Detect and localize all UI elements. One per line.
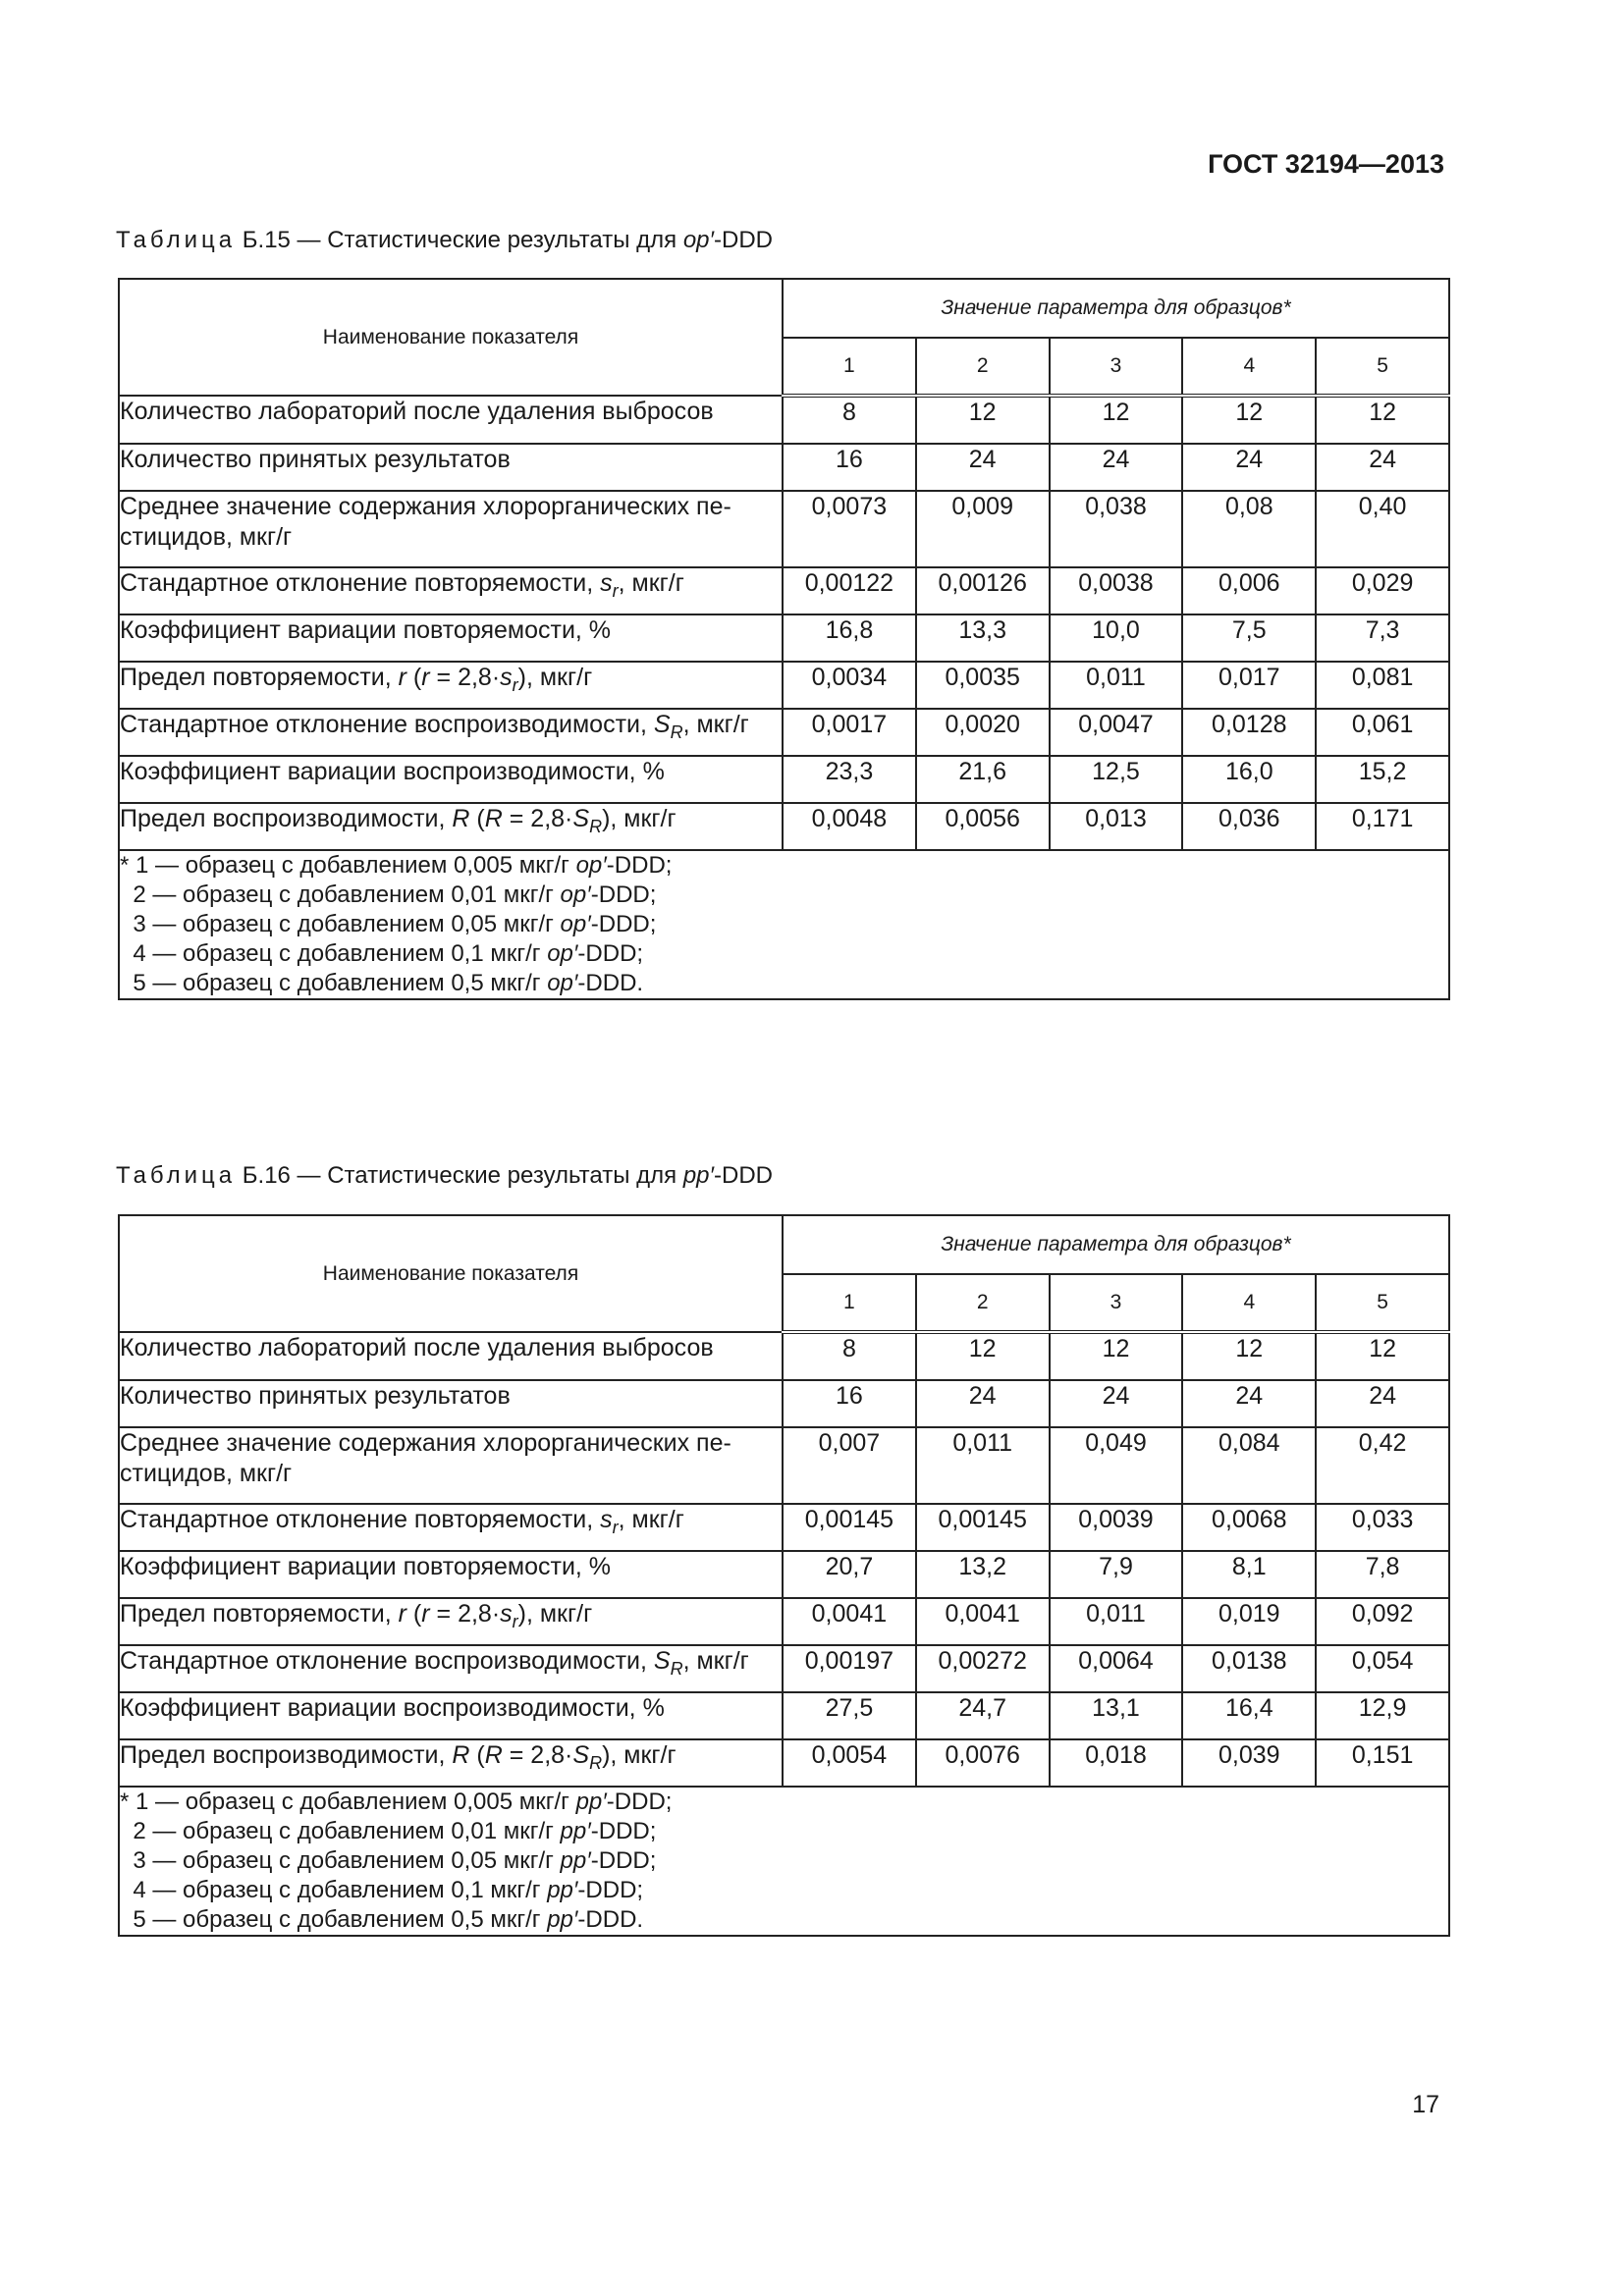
value-cell: 0,00272 (916, 1645, 1050, 1692)
value-cell: 12 (1316, 396, 1449, 444)
value-cell: 12,9 (1316, 1692, 1449, 1739)
value-cell: 0,0041 (783, 1598, 916, 1645)
header-sample-number: 5 (1316, 1274, 1449, 1332)
value-cell: 12 (1050, 1332, 1183, 1380)
statistics-table (118, 1214, 1450, 1937)
value-cell: 0,00122 (783, 567, 916, 614)
value-cell: 0,011 (916, 1427, 1050, 1504)
header-sample-values: Значение параметра для образцов* (783, 279, 1449, 338)
value-cell: 16,8 (783, 614, 916, 662)
indicator-name: Предел воспроизводимости, R $(R = 2,8\cdot S_R)$, мкг/г (119, 1739, 783, 1787)
table-row (119, 1692, 1449, 1739)
indicator-name: Среднее значение содержания хлорорганических пе- стицидов, мкг/г (119, 491, 783, 567)
indicator-name: Коэффициент вариации повторяемости, % (119, 614, 783, 662)
value-cell: 0,0020 (916, 709, 1050, 756)
table-footnote (119, 850, 1449, 999)
indicator-name: Коэффициент вариации воспроизводимости, % (119, 1692, 783, 1739)
indicator-name: Предел повторяемости, r $(r = 2,8\cdot s_r)$, мкг/г (119, 662, 783, 709)
value-cell: 0,006 (1182, 567, 1316, 614)
table-caption (116, 227, 773, 254)
value-cell: 0,061 (1316, 709, 1449, 756)
value-cell: 13,3 (916, 614, 1050, 662)
footnote-line: 4 — образец с добавлением 0,1 мкг/г pp′-DDD; (120, 1877, 644, 1903)
footnote-line: * 1 — образец с добавлением 0,005 мкг/г pp′-DDD; (120, 1789, 673, 1815)
value-cell: 0,151 (1316, 1739, 1449, 1787)
value-cell: 0,00126 (916, 567, 1050, 614)
value-cell: 24 (1316, 444, 1449, 491)
footnote-line: 5 — образец с добавлением 0,5 мкг/г pp′-DDD. (120, 1906, 644, 1933)
value-cell: 0,054 (1316, 1645, 1449, 1692)
caption-word: Таблица (116, 227, 237, 253)
header-sample-number: 4 (1182, 1274, 1316, 1332)
value-cell: 0,092 (1316, 1598, 1449, 1645)
value-cell: 0,00145 (783, 1504, 916, 1551)
value-cell: 12 (1182, 396, 1316, 444)
value-cell: 0,40 (1316, 491, 1449, 567)
value-cell: 12 (1316, 1332, 1449, 1380)
caption-text: Б.15 — Статистические результаты для (236, 227, 683, 253)
value-cell: 0,0128 (1182, 709, 1316, 756)
value-cell: 0,0054 (783, 1739, 916, 1787)
value-cell: 27,5 (783, 1692, 916, 1739)
value-cell: 0,013 (1050, 803, 1183, 850)
footnote-line: 2 — образец с добавлением 0,01 мкг/г op′-DDD; (120, 881, 657, 908)
table-row (119, 444, 1449, 491)
caption-tail: -DDD (714, 227, 774, 253)
value-cell: 0,171 (1316, 803, 1449, 850)
value-cell: 0,011 (1050, 1598, 1183, 1645)
value-cell: 8 (783, 396, 916, 444)
table-row (119, 756, 1449, 803)
value-cell: 24 (1182, 444, 1316, 491)
value-cell: 0,007 (783, 1427, 916, 1504)
document-code: ГОСТ 32194—2013 (1208, 149, 1444, 179)
value-cell: 0,0035 (916, 662, 1050, 709)
table-row (119, 1645, 1449, 1692)
table-row (119, 396, 1449, 444)
indicator-name: Предел воспроизводимости, R $(R = 2,8\cdot S_R)$, мкг/г (119, 803, 783, 850)
value-cell: 0,0041 (916, 1598, 1050, 1645)
caption-isomer: pp′ (682, 1162, 715, 1189)
value-cell: 24 (1182, 1380, 1316, 1427)
value-cell: 0,009 (916, 491, 1050, 567)
caption-text: Б.16 — Статистические результаты для (236, 1162, 683, 1189)
header-sample-number: 1 (783, 338, 916, 396)
table-row (119, 1598, 1449, 1645)
indicator-name: Стандартное отклонение воспроизводимости, $S_R$, мкг/г (119, 1645, 783, 1692)
indicator-name: Предел повторяемости, r $(r = 2,8\cdot s_r)$, мкг/г (119, 1598, 783, 1645)
table-row (119, 1427, 1449, 1504)
value-cell: 12 (916, 396, 1050, 444)
header-sample-number: 2 (916, 1274, 1050, 1332)
value-cell: 8,1 (1182, 1551, 1316, 1598)
table-row (119, 1551, 1449, 1598)
header-sample-number: 1 (783, 1274, 916, 1332)
value-cell: 21,6 (916, 756, 1050, 803)
value-cell: 0,0017 (783, 709, 916, 756)
footnote-line: 2 — образец с добавлением 0,01 мкг/г pp′-DDD; (120, 1818, 657, 1844)
value-cell: 0,033 (1316, 1504, 1449, 1551)
value-cell: 0,039 (1182, 1739, 1316, 1787)
table-caption (116, 1162, 773, 1190)
caption-tail: -DDD (714, 1162, 774, 1189)
table-row (119, 1504, 1449, 1551)
header-indicator-name: Наименование показателя (119, 1215, 783, 1332)
table-body (119, 396, 1449, 850)
indicator-name: Коэффициент вариации повторяемости, % (119, 1551, 783, 1598)
header-sample-number: 4 (1182, 338, 1316, 396)
value-cell: 0,0048 (783, 803, 916, 850)
value-cell: 0,019 (1182, 1598, 1316, 1645)
value-cell: 0,42 (1316, 1427, 1449, 1504)
value-cell: 12 (916, 1332, 1050, 1380)
value-cell: 24 (916, 444, 1050, 491)
value-cell: 0,0064 (1050, 1645, 1183, 1692)
value-cell: 0,017 (1182, 662, 1316, 709)
indicator-name: Количество принятых результатов (119, 1380, 783, 1427)
value-cell: 12 (1182, 1332, 1316, 1380)
indicator-name: Количество принятых результатов (119, 444, 783, 491)
table-row (119, 614, 1449, 662)
header-sample-number: 3 (1050, 1274, 1183, 1332)
value-cell: 0,0073 (783, 491, 916, 567)
footnote-line: 5 — образец с добавлением 0,5 мкг/г op′-DDD. (120, 970, 644, 996)
table-row (119, 1380, 1449, 1427)
value-cell: 0,00197 (783, 1645, 916, 1692)
indicator-name: Стандартное отклонение повторяемости, $s_r$, мкг/г (119, 567, 783, 614)
value-cell: 23,3 (783, 756, 916, 803)
value-cell: 0,029 (1316, 567, 1449, 614)
value-cell: 13,1 (1050, 1692, 1183, 1739)
table-row (119, 709, 1449, 756)
value-cell: 0,0038 (1050, 567, 1183, 614)
value-cell: 0,0034 (783, 662, 916, 709)
footnote-line: * 1 — образец с добавлением 0,005 мкг/г op′-DDD; (120, 852, 673, 879)
header-sample-number: 3 (1050, 338, 1183, 396)
value-cell: 7,8 (1316, 1551, 1449, 1598)
value-cell: 12 (1050, 396, 1183, 444)
value-cell: 24 (916, 1380, 1050, 1427)
value-cell: 24 (1050, 1380, 1183, 1427)
value-cell: 0,038 (1050, 491, 1183, 567)
value-cell: 15,2 (1316, 756, 1449, 803)
header-sample-values: Значение параметра для образцов* (783, 1215, 1449, 1274)
value-cell: 0,08 (1182, 491, 1316, 567)
statistics-table (118, 278, 1450, 1000)
value-cell: 0,0138 (1182, 1645, 1316, 1692)
value-cell: 24,7 (916, 1692, 1050, 1739)
value-cell: 24 (1316, 1380, 1449, 1427)
value-cell: 0,011 (1050, 662, 1183, 709)
value-cell: 12,5 (1050, 756, 1183, 803)
table-row (119, 567, 1449, 614)
header-indicator-name: Наименование показателя (119, 279, 783, 396)
value-cell: 0,018 (1050, 1739, 1183, 1787)
value-cell: 7,9 (1050, 1551, 1183, 1598)
table-row (119, 1739, 1449, 1787)
indicator-name: Количество лабораторий после удаления выбросов (119, 1332, 783, 1380)
value-cell: 16 (783, 444, 916, 491)
value-cell: 0,049 (1050, 1427, 1183, 1504)
value-cell: 7,5 (1182, 614, 1316, 662)
value-cell: 24 (1050, 444, 1183, 491)
value-cell: 20,7 (783, 1551, 916, 1598)
value-cell: 0,00145 (916, 1504, 1050, 1551)
value-cell: 0,0056 (916, 803, 1050, 850)
value-cell: 13,2 (916, 1551, 1050, 1598)
value-cell: 16 (783, 1380, 916, 1427)
value-cell: 8 (783, 1332, 916, 1380)
value-cell: 0,0039 (1050, 1504, 1183, 1551)
footnote-line: 4 — образец с добавлением 0,1 мкг/г op′-DDD; (120, 940, 644, 967)
value-cell: 7,3 (1316, 614, 1449, 662)
value-cell: 10,0 (1050, 614, 1183, 662)
table-row (119, 662, 1449, 709)
table-row (119, 491, 1449, 567)
caption-isomer: op′ (682, 227, 715, 253)
value-cell: 0,036 (1182, 803, 1316, 850)
header-sample-number: 5 (1316, 338, 1449, 396)
value-cell: 0,0047 (1050, 709, 1183, 756)
table-footnote (119, 1787, 1449, 1936)
value-cell: 16,0 (1182, 756, 1316, 803)
caption-word: Таблица (116, 1162, 237, 1189)
footnote-line: 3 — образец с добавлением 0,05 мкг/г op′-DDD; (120, 911, 657, 937)
indicator-name: Стандартное отклонение воспроизводимости, $S_R$, мкг/г (119, 709, 783, 756)
value-cell: 0,0068 (1182, 1504, 1316, 1551)
table-row (119, 1332, 1449, 1380)
indicator-name: Коэффициент вариации воспроизводимости, % (119, 756, 783, 803)
indicator-name: Количество лабораторий после удаления выбросов (119, 396, 783, 444)
value-cell: 0,0076 (916, 1739, 1050, 1787)
value-cell: 16,4 (1182, 1692, 1316, 1739)
footnote-line: 3 — образец с добавлением 0,05 мкг/г pp′-DDD; (120, 1847, 657, 1874)
indicator-name: Среднее значение содержания хлорорганических пе- стицидов, мкг/г (119, 1427, 783, 1504)
value-cell: 0,084 (1182, 1427, 1316, 1504)
table-body (119, 1332, 1449, 1787)
value-cell: 0,081 (1316, 662, 1449, 709)
page-number: 17 (1412, 2091, 1439, 2118)
header-sample-number: 2 (916, 338, 1050, 396)
indicator-name: Стандартное отклонение повторяемости, $s_r$, мкг/г (119, 1504, 783, 1551)
table-row (119, 803, 1449, 850)
